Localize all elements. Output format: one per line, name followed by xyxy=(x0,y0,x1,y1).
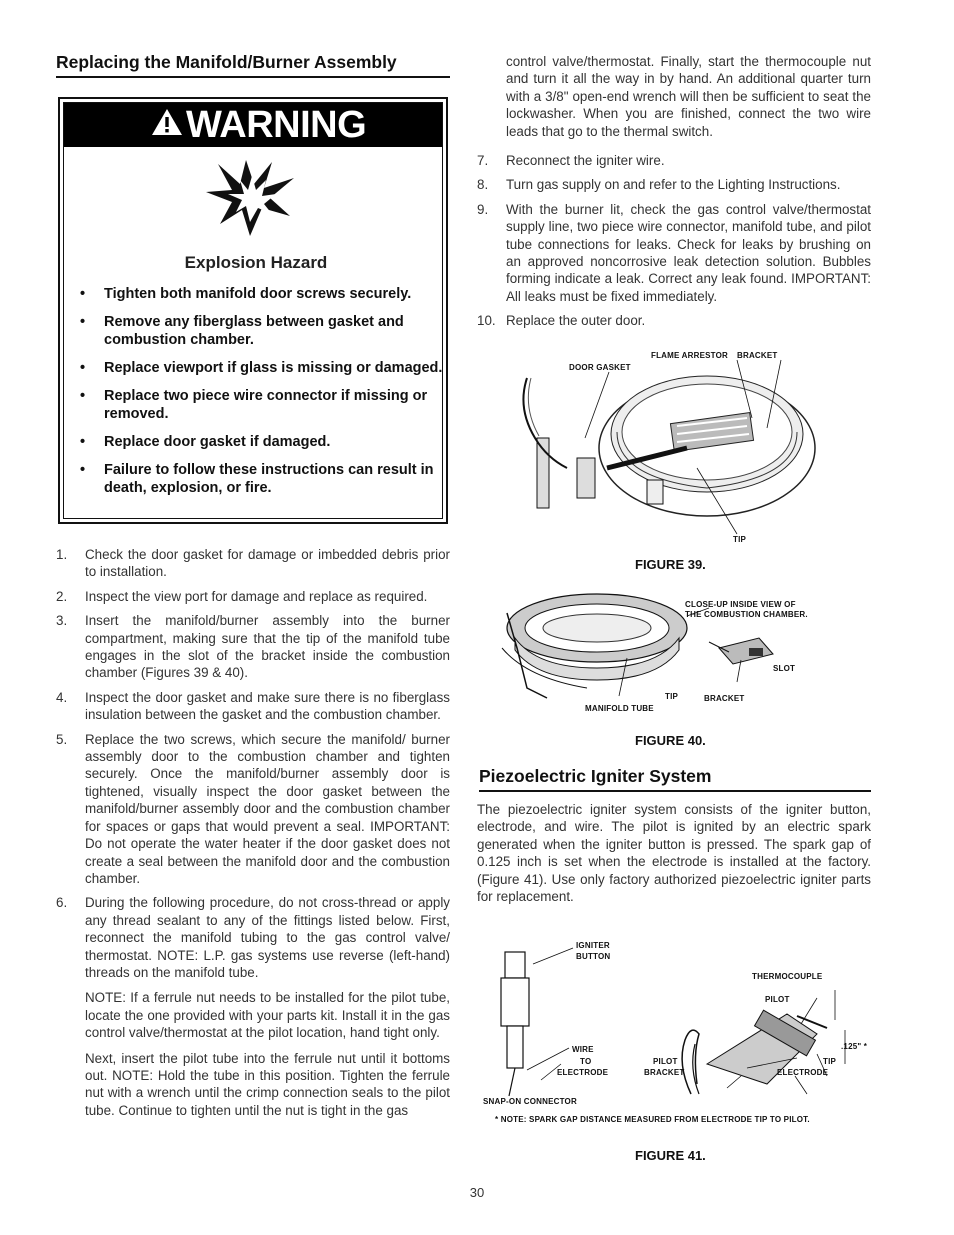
label-flame-arrestor: FLAME ARRESTOR xyxy=(651,351,729,360)
hazard-bullet: • Remove any fiberglass between gasket and combustion chamber. xyxy=(76,313,446,349)
label-snap-on-connector: SNAP-ON CONNECTOR xyxy=(483,1097,577,1106)
label-igniter: IGNITER xyxy=(576,941,610,950)
step-text: Inspect the door gasket and make sure there is no fiberglass insulation between the gasket and the combustion chamber. xyxy=(85,689,450,723)
step-item xyxy=(477,201,871,305)
label-to: TO xyxy=(580,1057,592,1066)
label-closeup-2: THE COMBUSTION CHAMBER. xyxy=(685,610,808,619)
step-number: 6. xyxy=(56,895,68,911)
step-item xyxy=(56,894,450,1119)
warning-label: WARNING xyxy=(186,103,367,146)
hazard-list xyxy=(76,285,446,507)
step-text: Inspect the view port for damage and replace as required. xyxy=(85,588,428,604)
step-number: 4. xyxy=(56,689,68,705)
figure-41-caption: FIGURE 41. xyxy=(635,1148,706,1163)
hazard-bullet: • Failure to follow these instructions can result in death, explosion, or fire. xyxy=(76,461,446,497)
label-gap: .125" * xyxy=(841,1042,868,1051)
warning-box xyxy=(58,97,448,524)
step-text: With the burner lit, check the gas control valve/thermostat supply line, two piece wire connector, manifold tube, and pilot tube connections for leaks. Check for leaks by brushing on an approved noncorrosive leak detection solution. Bubbles forming indicate a leak. Correct any leak found. IMPORTANT: All leaks must be fixed immediately. xyxy=(506,201,871,304)
step-text: During the following procedure, do not cross-thread or apply any thread sealant to any of the fittings listed below. First, reconnect the manifold tubing to the gas control valve/ thermostat. NOTE: L.P. gas systems use reverse (left-hand) threads on the manifold tube. xyxy=(85,895,450,980)
label-wire: WIRE xyxy=(572,1045,594,1054)
step-number: 1. xyxy=(56,547,68,562)
step-text: Replace the two screws, which secure the manifold/ burner assembly door to the combustion chamber and tighten securely. Once the manifold/burner assembly door is tightened, visually inspect the door gasket between the manifold/burner assembly door and the combustion chamber for spaces or gaps that would prevent a seal. IMPORTANT: Do not operate the water heater if the door gasket does not create a seal between the manifold door and the combustion chamber. xyxy=(85,731,450,886)
burner-assembly-illustration xyxy=(497,348,827,548)
step-text: Check the door gasket for damage or imbedded debris prior to installation. xyxy=(85,547,450,580)
figure-41 xyxy=(477,930,875,1130)
figure-41-note: * NOTE: SPARK GAP DISTANCE MEASURED FROM ELECTRODE TIP TO PILOT. xyxy=(495,1115,810,1124)
step-number: 3. xyxy=(56,613,68,629)
page-number: 30 xyxy=(469,1185,485,1200)
label-tip: TIP xyxy=(733,535,747,544)
step-number: 2. xyxy=(56,588,68,604)
label-pilot: PILOT xyxy=(653,1057,678,1066)
warning-triangle-icon xyxy=(150,104,184,147)
step-item xyxy=(56,546,450,581)
step-number: 9. xyxy=(477,201,489,217)
label-tip: TIP xyxy=(823,1057,837,1066)
label-tip: TIP xyxy=(665,692,679,701)
warning-inner xyxy=(63,102,443,519)
step-item xyxy=(56,689,450,724)
step-text: Insert the manifold/burner assembly into the burner compartment, making sure that the tip of the manifold tube engages in the slot of the bracket inside the combustion chamber (Figures 39 & 40). xyxy=(85,613,450,681)
step-item xyxy=(56,612,450,682)
step-subnote: Next, insert the pilot tube into the ferrule nut until it bottoms out. NOTE: Hold the tube in this position. Tighten the ferrule nut with a wrench until the crimp connection seals to the pilot tube. Continue to tighten until the nut is tight in the gas xyxy=(85,1050,450,1118)
hazard-bullet: • Replace door gasket if damaged. xyxy=(76,433,446,451)
steps-list-right xyxy=(477,152,871,337)
step-text: Replace the outer door. xyxy=(506,313,646,329)
label-door-gasket: DOOR GASKET xyxy=(569,363,631,372)
label-slot: SLOT xyxy=(773,664,796,673)
step-item xyxy=(477,152,871,169)
step-number: 8. xyxy=(477,177,489,193)
label-thermocouple: THERMOCOUPLE xyxy=(752,972,823,981)
hazard-bullet: • Tighten both manifold door screws securely. xyxy=(76,285,446,303)
label-pilot-top: PILOT xyxy=(765,995,790,1004)
label-bracket: BRACKET xyxy=(737,351,778,360)
label-closeup: CLOSE-UP INSIDE VIEW OF xyxy=(685,600,796,609)
label-bracket: BRACKET xyxy=(644,1068,685,1077)
hazard-bullet: • Replace two piece wire connector if missing or removed. xyxy=(76,387,446,423)
section-title-piezo: Piezoelectric Igniter System xyxy=(479,766,871,792)
label-manifold-tube: MANIFOLD TUBE xyxy=(585,704,654,713)
steps-list-left xyxy=(56,546,450,1126)
step-text: Reconnect the igniter wire. xyxy=(506,153,665,168)
step-number: 7. xyxy=(477,153,489,168)
step-number: 10. xyxy=(477,313,496,329)
label-bracket: BRACKET xyxy=(704,694,745,703)
figure-40-caption: FIGURE 40. xyxy=(635,733,706,748)
step-item xyxy=(56,731,450,888)
warning-banner xyxy=(64,103,442,147)
label-electrode-left: ELECTRODE xyxy=(557,1068,609,1077)
piezo-body: The piezoelectric igniter system consists of the igniter button, electrode, and wire. The pilot is ignited by an electric spark generated when the igniter button is pressed. The spark gap of 0.125 inch is set when the electrode is installed at the factory. (Figure 41). Use only factory authorized piezoelectric igniter parts for replacement. xyxy=(477,802,871,905)
step-item xyxy=(477,176,871,193)
figure-39-caption: FIGURE 39. xyxy=(635,557,706,572)
hazard-title: Explosion Hazard xyxy=(184,253,328,272)
step-item xyxy=(477,312,871,329)
label-button: BUTTON xyxy=(576,952,611,961)
figure-40 xyxy=(497,588,847,718)
explosion-icon xyxy=(202,158,298,238)
continued-text: control valve/thermostat. Finally, start the thermocouple nut and turn it all the way in by hand. An additional quarter turn with a 3/8" open-end wrench will then be sufficient to seat the lockwasher. When you are finished, connect the two wire leads that go to the thermal switch. xyxy=(506,54,871,139)
hazard-bullet: • Replace viewport if glass is missing or damaged. xyxy=(76,359,446,377)
step-number: 5. xyxy=(56,731,68,747)
step-item xyxy=(56,588,450,605)
section-title-manifold: Replacing the Manifold/Burner Assembly xyxy=(56,52,450,78)
step-subnote: NOTE: If a ferrule nut needs to be installed for the pilot tube, locate the one provided with your parts kit. Install it in the gas control valve/thermostat at the pilot location, hand tight only. xyxy=(85,990,450,1041)
label-electrode-right: ELECTRODE xyxy=(777,1068,829,1077)
step-text: Turn gas supply on and refer to the Lighting Instructions. xyxy=(506,177,841,193)
figure-39 xyxy=(497,348,827,548)
